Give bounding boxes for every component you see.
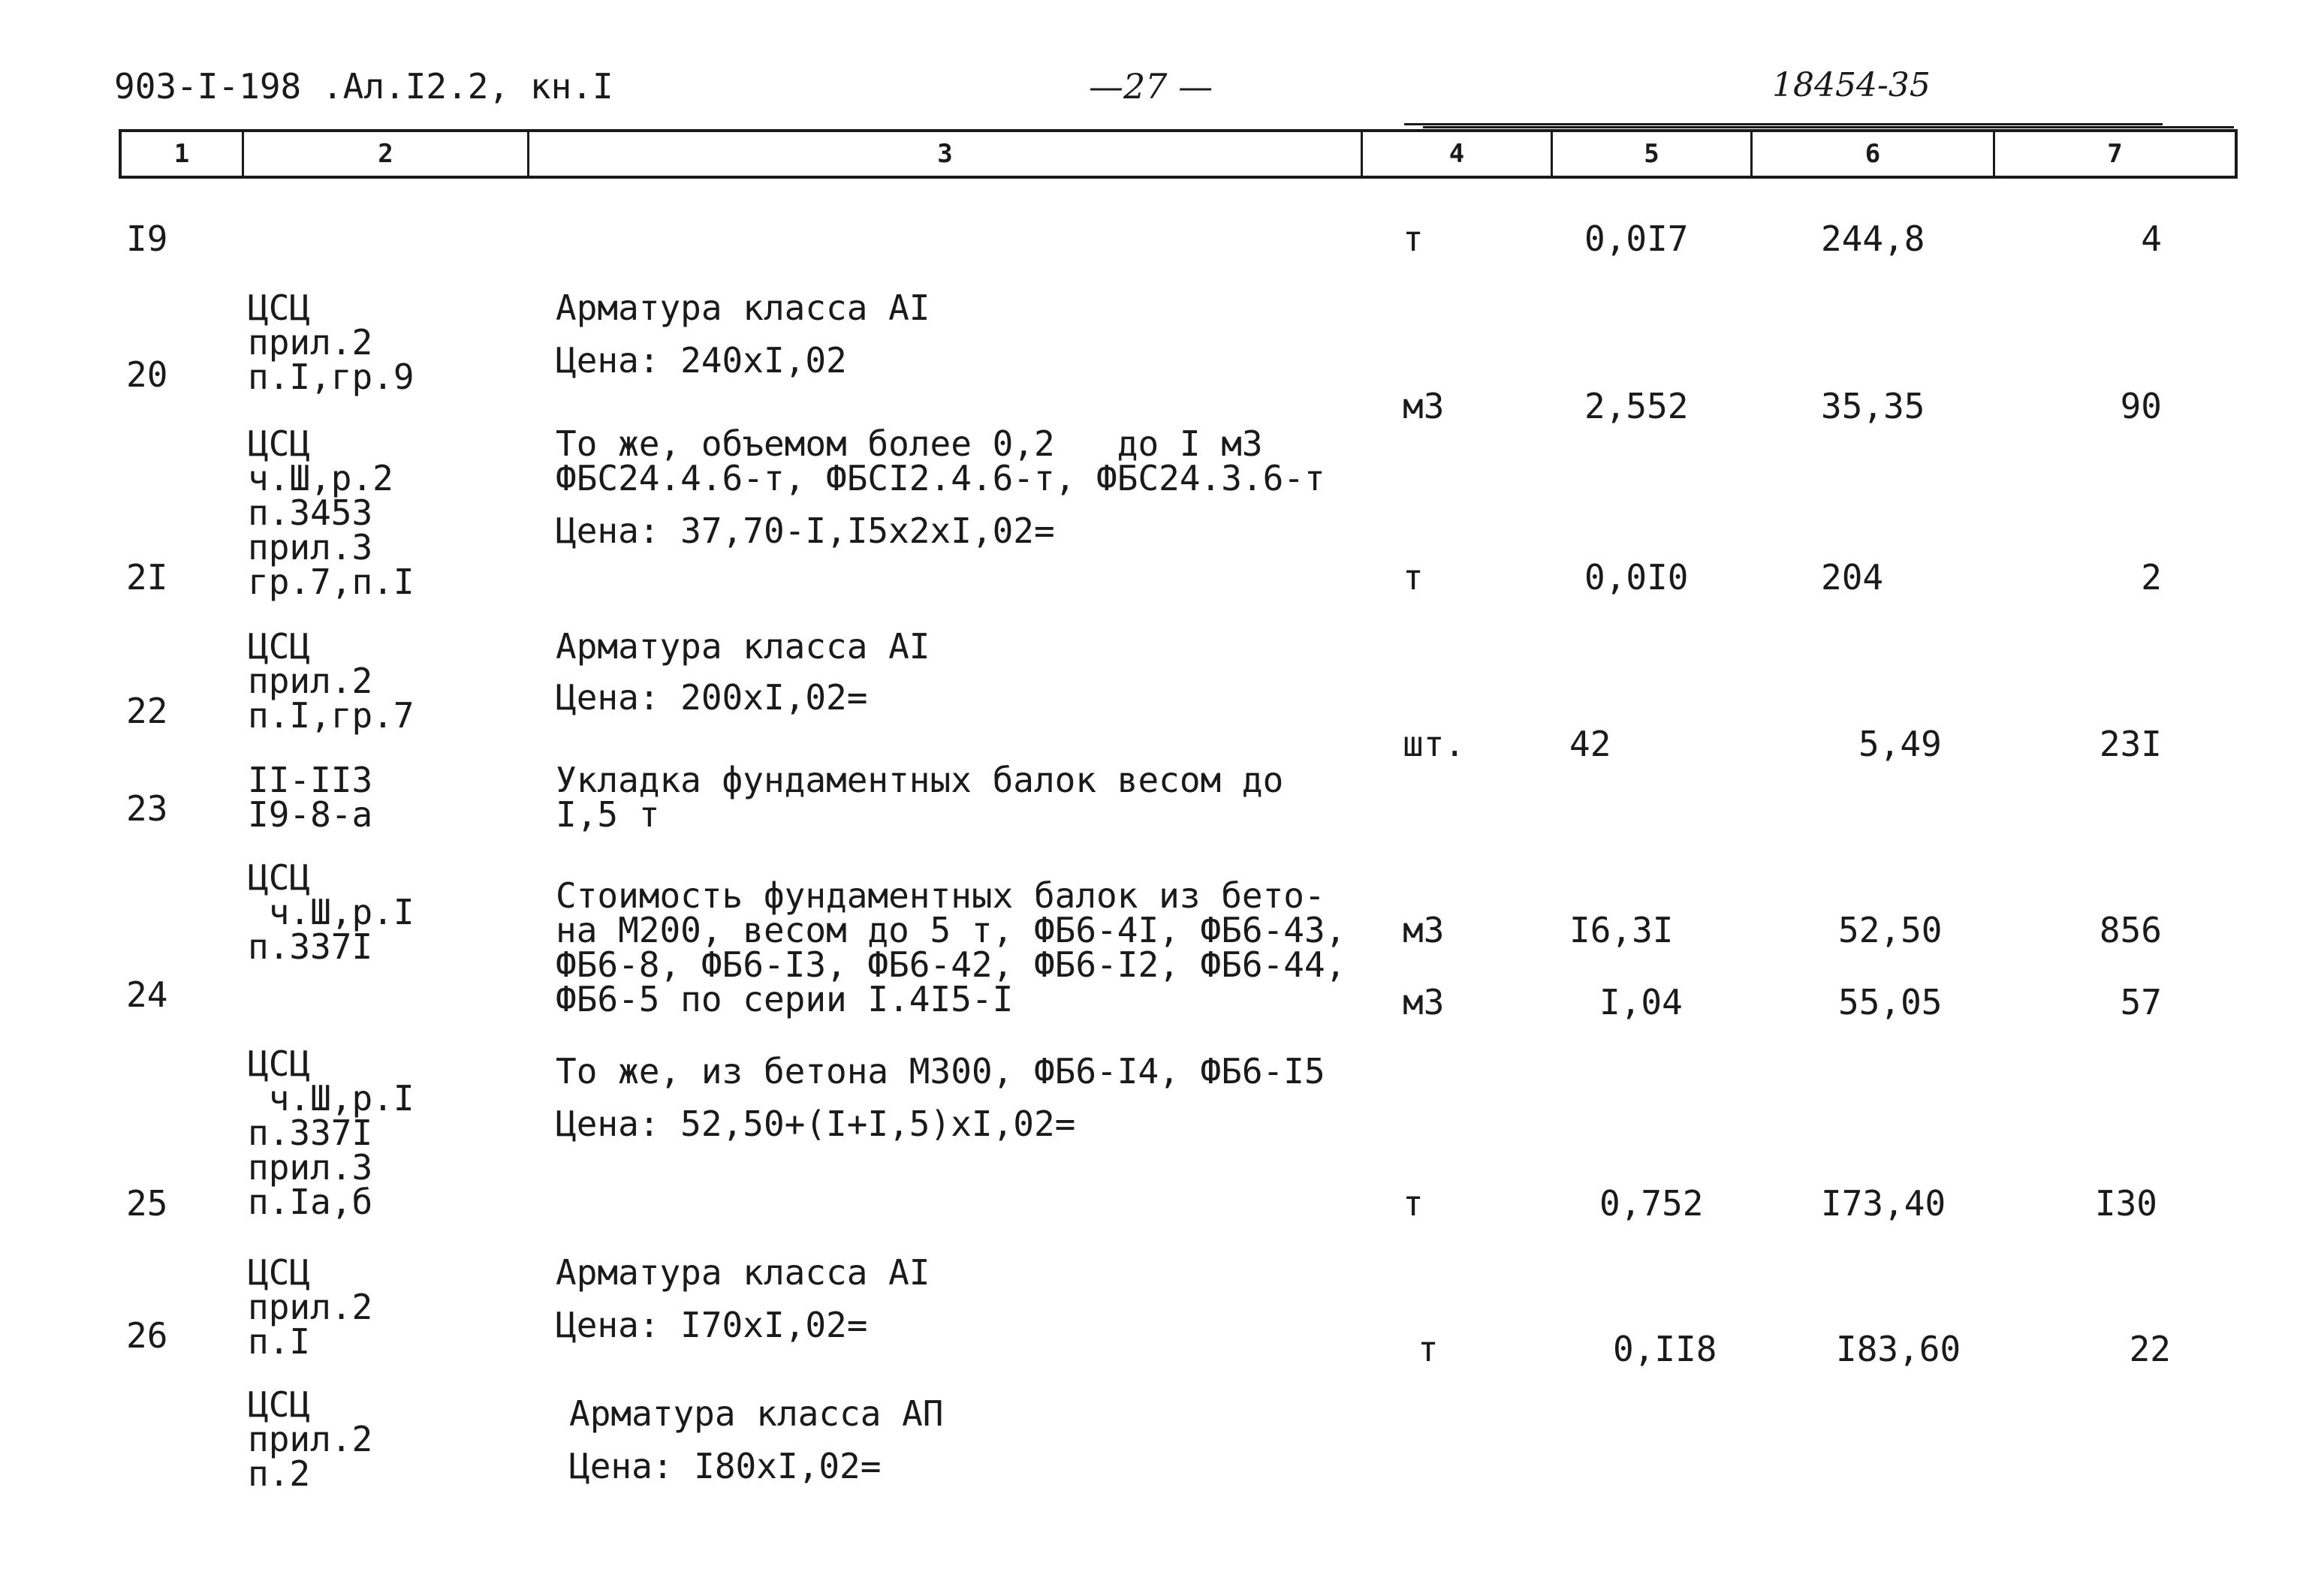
row-number: 26 — [126, 1315, 168, 1356]
row-total: 90 — [2120, 386, 2162, 426]
row-number: 25 — [126, 1183, 168, 1224]
row-unit: т — [1403, 557, 1424, 598]
row-reference: ЦСЦ прил.2 п.I,гр.7 — [248, 626, 414, 736]
row-quantity: 0,0I7 — [1584, 218, 1689, 259]
row-unit-cost: I73,40 — [1821, 1183, 1946, 1224]
row-description: Укладка фундаментных балок весом до I,5 т — [556, 760, 1284, 835]
row-unit-cost: 52,50 — [1838, 910, 1943, 950]
row-description: Арматура класса АП Цена: I80хI,02= — [569, 1393, 944, 1486]
row-quantity: I6,3I — [1569, 910, 1674, 950]
row-total: 856 — [2099, 910, 2162, 950]
row-unit-cost: 5,49 — [1858, 724, 1942, 764]
row-reference: ЦСЦ ч.Ш,р.2 п.3453 прил.3 гр.7,п.I — [248, 423, 414, 602]
column-header-1: 1 — [173, 139, 190, 169]
row-unit: м3 — [1403, 910, 1445, 950]
document-reference: 903-I-198 .Ал.I2.2, кн.I — [114, 66, 613, 107]
row-unit: м3 — [1403, 982, 1445, 1022]
row-reference: ЦСЦ ч.Ш,р.I п.337I прил.3 п.Iа,б — [248, 1043, 414, 1222]
row-number: 20 — [126, 354, 168, 395]
row-number: 24 — [126, 974, 168, 1015]
row-unit: т — [1403, 218, 1424, 259]
row-reference: ЦСЦ прил.2 п.2 — [248, 1384, 373, 1494]
row-description: Арматура класса АI Цена: I70хI,02= — [556, 1252, 930, 1345]
column-header-row — [119, 129, 2238, 179]
row-reference: ЦСЦ ч.Ш,р.I п.337I — [248, 857, 414, 967]
row-number: I9 — [126, 218, 168, 259]
column-header-3: 3 — [937, 139, 953, 169]
row-number: 22 — [126, 691, 168, 731]
row-unit: шт. — [1403, 724, 1466, 764]
row-description: Арматура класса АI Цена: 240хI,02 — [556, 288, 930, 381]
column-header-6: 6 — [1864, 139, 1881, 169]
row-unit: т — [1403, 1183, 1424, 1224]
header-rule-left — [1404, 123, 2163, 125]
archive-number: 18454-35 — [1772, 66, 1931, 104]
column-header-7: 7 — [2107, 139, 2123, 169]
row-description: То же, из бетона М300, ФБ6-I4, ФБ6-I5 Цена: 52,50+(I+I,5)хI,02= — [556, 1051, 1325, 1144]
row-description: Арматура класса АI Цена: 200хI,02= — [556, 626, 930, 718]
row-quantity: 0,752 — [1599, 1183, 1704, 1224]
row-reference: ЦСЦ прил.2 п.I,гр.9 — [248, 288, 414, 397]
row-unit-cost: 35,35 — [1821, 386, 1925, 426]
row-quantity: I,04 — [1599, 982, 1683, 1022]
row-unit-cost: 55,05 — [1838, 982, 1943, 1022]
row-quantity: 0,0I0 — [1584, 557, 1689, 598]
row-quantity: 2,552 — [1584, 386, 1689, 426]
column-header-4: 4 — [1448, 139, 1465, 169]
row-unit: м3 — [1403, 386, 1445, 426]
row-reference: II-II3 I9-8-а — [248, 760, 373, 835]
row-number: 23 — [126, 788, 168, 829]
row-reference: ЦСЦ прил.2 п.I — [248, 1252, 373, 1362]
column-header-5: 5 — [1644, 139, 1659, 169]
row-description: Стоимость фундаментных балок из бето- на М200, весом до 5 т, ФБ6-4I, ФБ6-43, ФБ6-8, ФБ6-I3, ФБ6-42, ФБ6-I2, ФБ6-44, ФБ6-5 по серии I.4I5-I — [556, 875, 1346, 1019]
row-total: 23I — [2099, 724, 2162, 764]
row-quantity: 0,II8 — [1613, 1329, 1717, 1369]
row-total: 22 — [2129, 1329, 2171, 1369]
row-description: То же, объемом более 0,2 до I м3 ФБС24.4.6-т, ФБСI2.4.6-т, ФБС24.3.6-т Цена: 37,70-I,I5х2хI,02= — [556, 423, 1325, 551]
row-total: 4 — [2141, 218, 2162, 259]
row-unit-cost: 244,8 — [1821, 218, 1925, 259]
row-unit-cost: 204 — [1821, 557, 1884, 598]
row-quantity: 42 — [1569, 724, 1611, 764]
column-header-2: 2 — [378, 139, 393, 169]
row-total: 57 — [2120, 982, 2162, 1022]
row-number: 2I — [126, 557, 168, 598]
row-unit: т — [1418, 1329, 1439, 1369]
row-unit-cost: I83,60 — [1836, 1329, 1961, 1369]
row-total: 2 — [2141, 557, 2162, 598]
header-rule-right — [1423, 126, 2234, 128]
row-total: I30 — [2094, 1183, 2157, 1224]
page-number: —27 — — [1089, 66, 1213, 107]
